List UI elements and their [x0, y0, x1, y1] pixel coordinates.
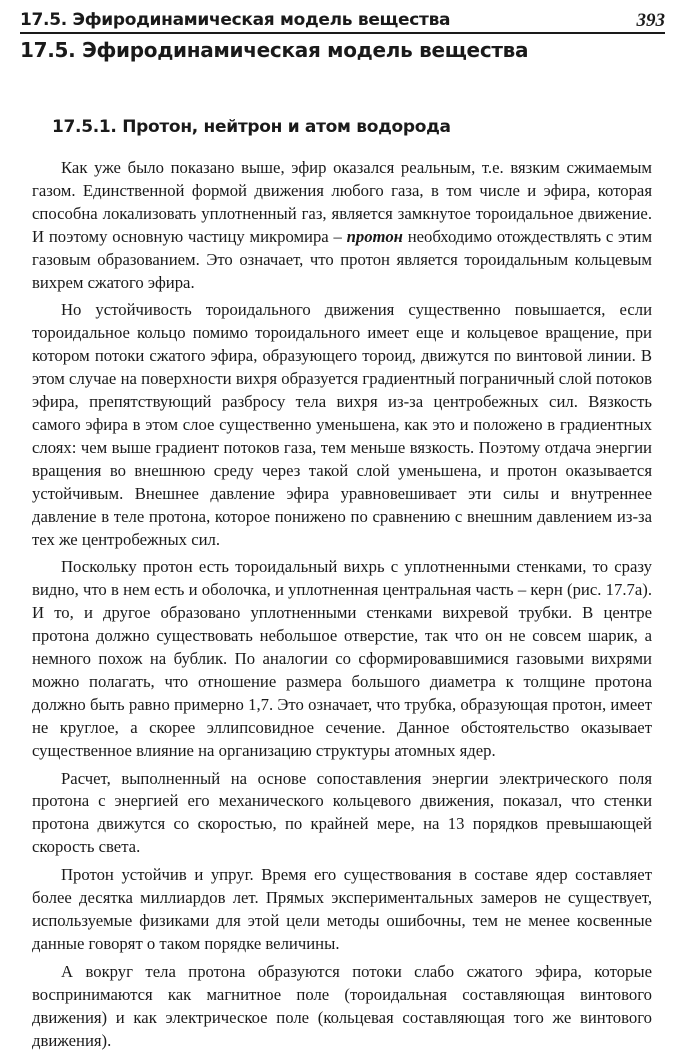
emphasized-term: протон [346, 226, 403, 246]
running-header [20, 10, 665, 34]
subsection-heading: 17.5.1. Протон, нейтрон и атом водорода [52, 117, 451, 137]
section-heading: 17.5. Эфиродинамическая модель вещества [20, 38, 529, 62]
paragraph-text: Как уже было показано выше, эфир оказался реальным, т.е. вязким сжимаемым газом. Единственной формой движения любого газа, в том числе и эфира, которая способна локализовать уплотненный газ, является замкнутое тороидальное движение. И поэтому основную частицу микромира – [32, 158, 652, 246]
paragraph: Поскольку протон есть тороидальный вихрь с уплотненными стенками, то сразу видно, что в нем есть и оболочка, и уплотненная центральная часть – керн (рис. 17.7а). И то, и другое образовано уплотненными стенками вихревой трубки. В центре протона должно существовать небольшое отверстие, так что он не совсем шарик, а немного похож на бублик. По аналогии со сформировавшимися газовыми вихрями можно полагать, что отношение размера большого диаметра к толщине протона должно быть равно примерно 1,7. Это означает, что трубка, образующая протон, имеет не круглое, а скорее эллипсовидное сечение. Данное обстоятельство оказывает существенное влияние на организацию структуры атомных ядер. [32, 557, 652, 760]
header-rule [20, 32, 665, 34]
paragraph: Протон устойчив и упруг. Время его существования в составе ядер составляет более десятка миллиардов лет. Прямых экспериментальных замеров не существует, используемые физиками для этой цели методы ошибочны, тем не менее косвенные данные говорят о таком порядке величины. [32, 865, 652, 953]
paragraph [32, 157, 652, 294]
running-title: 17.5. Эфиродинамическая модель вещества [20, 10, 451, 30]
paragraph: А вокруг тела протона образуются потоки слабо сжатого эфира, которые воспринимаются как магнитное поле (тороидальная составляющая винтового движения) и как электрическое поле (кольцевая составляющая того же винтового движения). [32, 961, 652, 1050]
paragraph: Расчет, выполненный на основе сопоставления энергии электрического поля протона с энергией его механического кольцевого движения, показал, что стенки протона движутся со скоростью, по крайней мере, на 13 порядков превышающей скорость света. [32, 768, 652, 857]
paragraph-text: необходимо отождествлять с этим газовым образованием. Это означает, что протон является тороидальным кольцевым вихрем сжатого эфира. [32, 226, 653, 292]
page-number: 393 [636, 10, 665, 31]
body-text [32, 157, 652, 1057]
paragraph: Но устойчивость тороидального движения существенно повышается, если тороидальное кольцо помимо тороидального имеет еще и кольцевое вращение, при котором потоки сжатого эфира, образующего тороид, движутся по винтовой линии. В этом случае на поверхности вихря образуется градиентный пограничный слой потоков эфира, препятствующий разбросу тела вихря из-за центробежных сил. Вязкость самого эфира в этом слое существенно уменьшена, как это и положено в градиентных слоях: чем выше градиент потоков газа, тем меньше вязкость. Поэтому отдача энергии вращения во внешнюю среду через такой слой уменьшена, и протон оказывается устойчивым. Внешнее давление эфира уравновешивает эти силы и внутреннее давление в теле протона, которое понижено по сравнению с внешним давлением из-за тех же центробежных сил. [32, 300, 652, 549]
